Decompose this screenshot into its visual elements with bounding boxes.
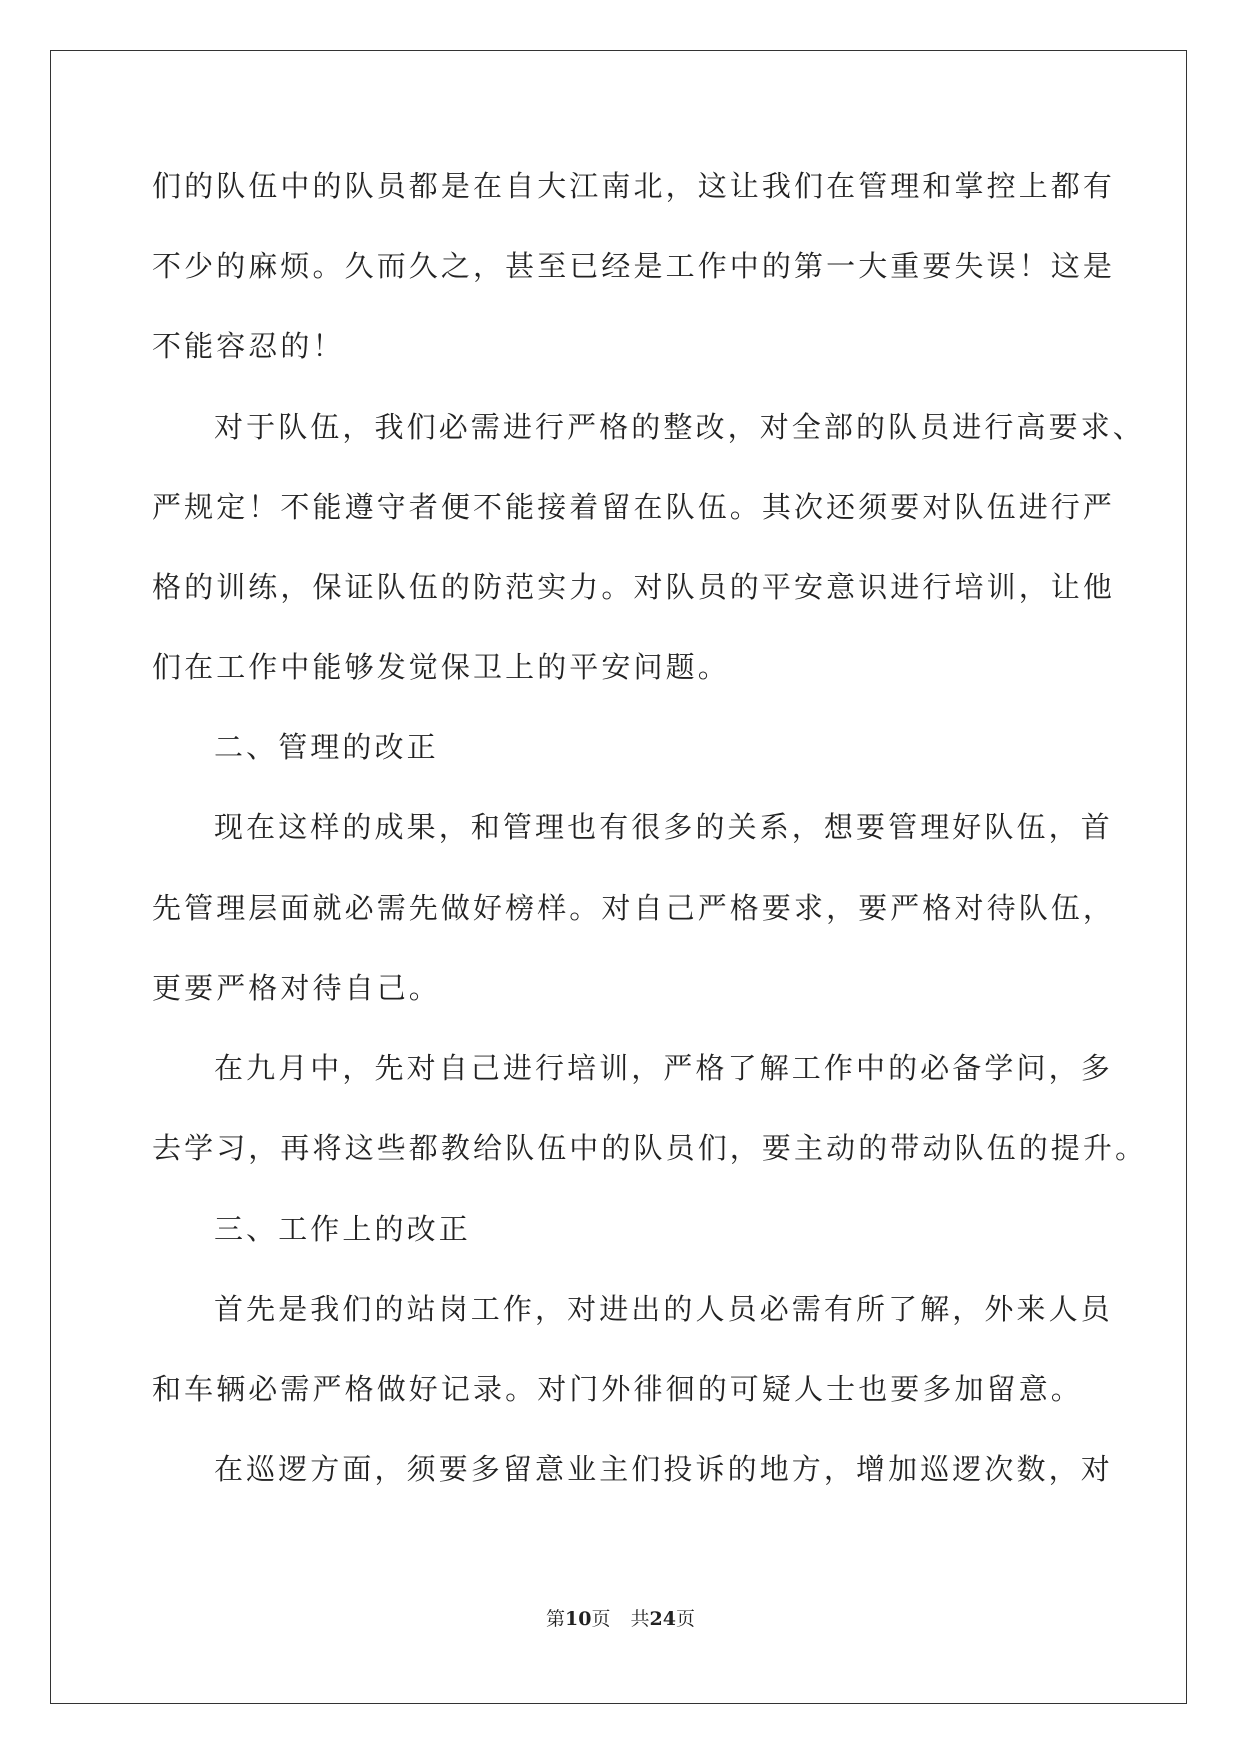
- text-line: 先管理层面就必需先做好榜样。对自己严格要求，要严格对待队伍，: [152, 891, 1116, 925]
- footer-page-word: 页: [591, 1608, 611, 1630]
- paragraph-start: 现在这样的成果，和管理也有很多的关系，想要管理好队伍，首: [214, 810, 1113, 844]
- text-line: 们的队伍中的队员都是在自大江南北，这让我们在管理和掌控上都有: [152, 169, 1116, 203]
- paragraph-start: 在九月中，先对自己进行培训，严格了解工作中的必备学问，多: [214, 1051, 1113, 1085]
- paragraph-start: 对于队伍，我们必需进行严格的整改，对全部的队员进行高要求、: [214, 410, 1145, 444]
- page-footer: [0, 1607, 1241, 1631]
- text-line: 不能容忍的！: [152, 329, 345, 363]
- paragraph-start: 在巡逻方面，须要多留意业主们投诉的地方，增加巡逻次数，对: [214, 1452, 1113, 1486]
- text-line: 不少的麻烦。久而久之，甚至已经是工作中的第一大重要失误！这是: [152, 249, 1116, 283]
- text-line: 们在工作中能够发觉保卫上的平安问题。: [152, 650, 730, 684]
- text-line: 更要严格对待自己。: [152, 971, 441, 1005]
- footer-total-suffix: 页: [675, 1608, 695, 1630]
- text-line: 和车辆必需严格做好记录。对门外徘徊的可疑人士也要多加留意。: [152, 1372, 1083, 1406]
- text-line: 去学习，再将这些都教给队伍中的队员们，要主动的带动队伍的提升。: [152, 1131, 1148, 1165]
- section-heading-work: 三、工作上的改正: [214, 1212, 471, 1246]
- text-line: 格的训练，保证队伍的防范实力。对队员的平安意识进行培训，让他: [152, 570, 1116, 604]
- section-heading-management: 二、管理的改正: [214, 730, 439, 764]
- footer-prefix: 第: [546, 1608, 566, 1630]
- paragraph-start: 首先是我们的站岗工作，对进出的人员必需有所了解，外来人员: [214, 1292, 1113, 1326]
- text-line: 严规定！不能遵守者便不能接着留在队伍。其次还须要对队伍进行严: [152, 490, 1116, 524]
- current-page-number: 10: [565, 1608, 592, 1630]
- footer-total-prefix: 共: [630, 1608, 650, 1630]
- total-pages-number: 24: [649, 1608, 676, 1630]
